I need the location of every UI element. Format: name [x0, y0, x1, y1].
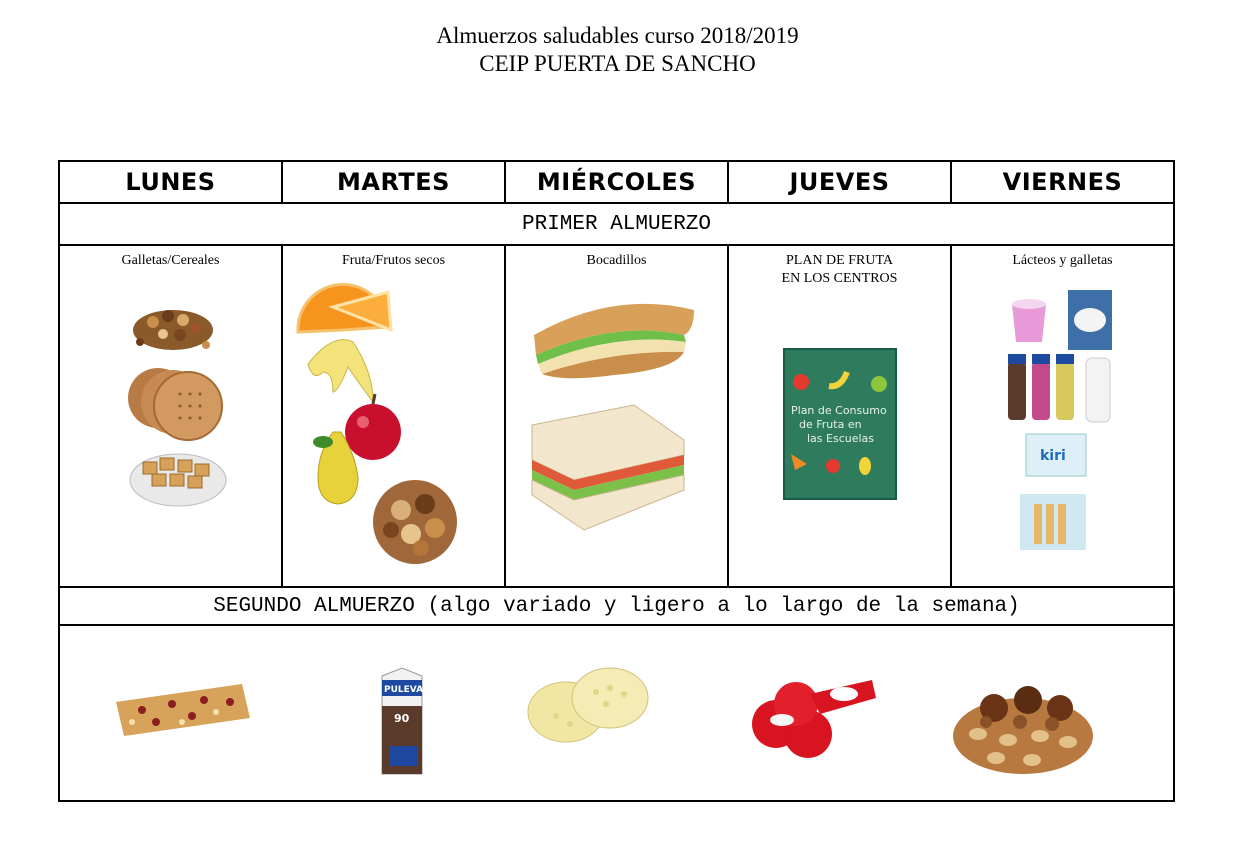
svg-text:kiri: kiri [1040, 448, 1066, 464]
svg-text:las Escuelas: las Escuelas [807, 432, 875, 445]
day-monday: LUNES [59, 161, 282, 203]
fruit-nuts-icon [293, 272, 463, 572]
second-lunch-label: SEGUNDO ALMUERZO (algo variado y ligero a lo largo de la semana) [59, 587, 1174, 625]
second-lunch-row [59, 625, 1174, 801]
school-name: CEIP PUERTA DE SANCHO [479, 51, 756, 76]
first-lunch-row [59, 245, 1174, 587]
cookies-cereals-icon [118, 290, 228, 520]
tuesday-cell [282, 245, 505, 587]
day-tuesday: MARTES [282, 161, 505, 203]
friday-cell [951, 245, 1174, 587]
tuesday-caption: Fruta/Frutos secos [341, 253, 446, 268]
fruit-plan-board-icon [783, 348, 899, 504]
day-thursday: JUEVES [728, 161, 951, 203]
dairy-cookies-icon [1006, 284, 1116, 554]
page-title: Almuerzos saludables curso 2018/2019 [436, 23, 799, 48]
svg-text:90: 90 [394, 712, 410, 725]
rice-cakes-icon [526, 664, 652, 746]
monday-caption: Galletas/Cereales [121, 253, 220, 268]
svg-text:de Fruta en: de Fruta en [799, 418, 862, 431]
first-lunch-label: PRIMER ALMUERZO [59, 203, 1174, 245]
friday-caption: Lácteos y galletas [1012, 253, 1113, 268]
day-wednesday: MIÉRCOLES [505, 161, 728, 203]
wednesday-cell [505, 245, 728, 587]
chocolate-milk-carton-icon [378, 666, 426, 778]
thursday-cell [728, 245, 951, 587]
cereal-bar-icon [112, 678, 254, 740]
sandwich-icon [524, 290, 704, 540]
monday-cell [59, 245, 282, 587]
days-header-row [59, 161, 1174, 203]
mini-cheese-icon [748, 674, 878, 762]
svg-text:Plan de Consumo: Plan de Consumo [791, 404, 887, 417]
wednesday-caption: Bocadillos [586, 253, 647, 268]
mixed-nuts-icon [948, 678, 1098, 778]
day-friday: VIERNES [951, 161, 1174, 203]
svg-text:PULEVA: PULEVA [384, 685, 424, 695]
lunch-schedule-table [58, 160, 1175, 802]
thursday-caption: PLAN DE FRUTA EN LOS CENTROS [781, 253, 898, 286]
